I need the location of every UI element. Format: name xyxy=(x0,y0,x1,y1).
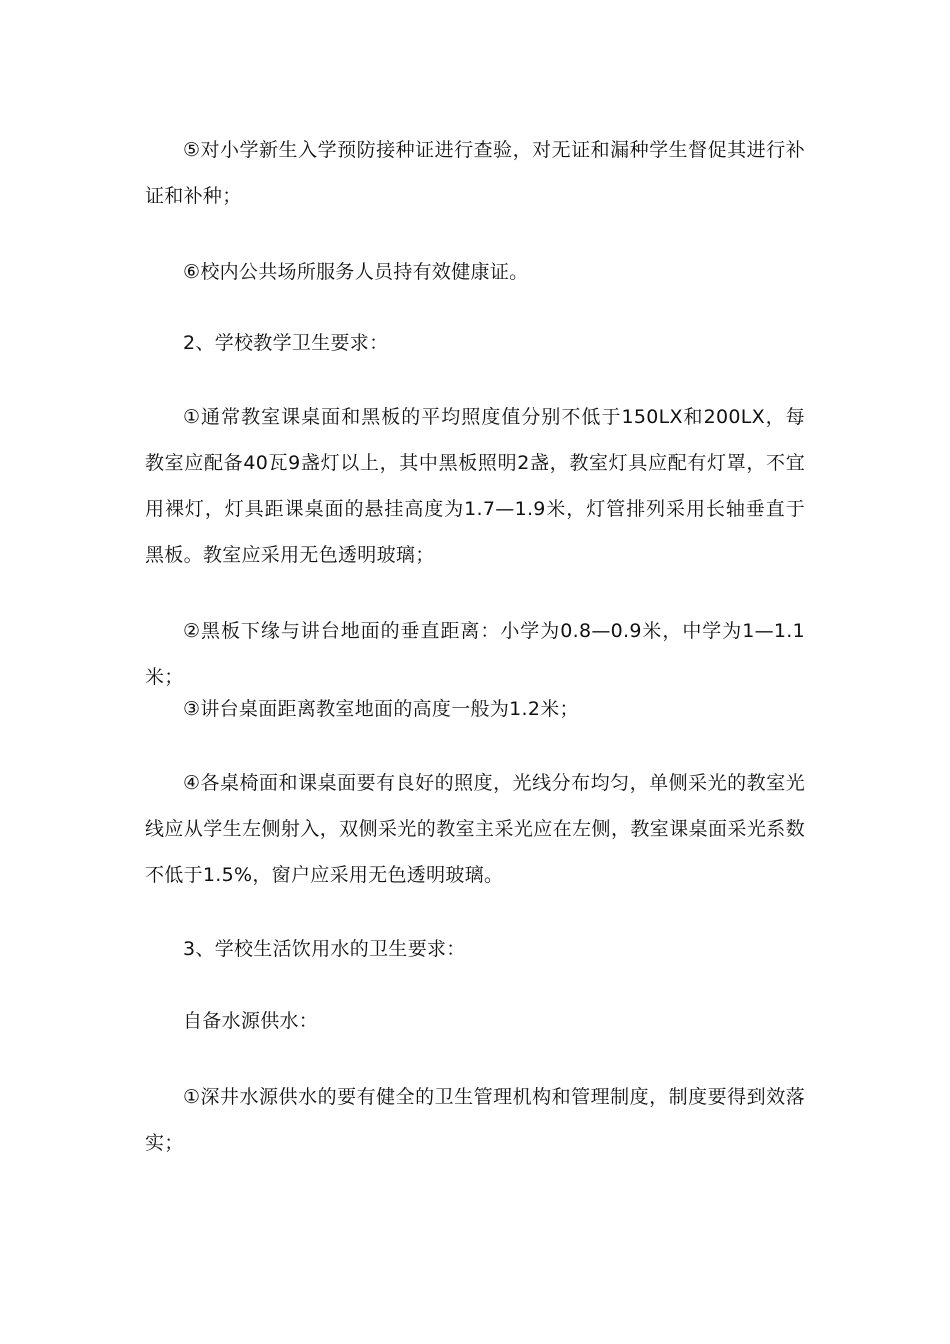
paragraph-deep-well-supply: ①深井水源供水的要有健全的卫生管理机构和管理制度，制度要得到效落实； xyxy=(145,1086,805,1154)
section-heading-teaching-hygiene: 2、学校教学卫生要求： xyxy=(183,332,389,354)
paragraph-podium-height: ③讲台桌面距离教室地面的高度一般为1.2米； xyxy=(183,698,579,720)
section-heading-drinking-water: 3、学校生活饮用水的卫生要求： xyxy=(183,938,466,960)
paragraph-blackboard-height: ②黑板下缘与讲台地面的垂直距离：小学为0.8—0.9米，中学为1—1.1米； xyxy=(145,620,805,688)
subheading-own-water-supply: 自备水源供水： xyxy=(183,1010,319,1032)
paragraph-health-certificate: ⑥校内公共场所服务人员持有效健康证。 xyxy=(183,261,529,283)
paragraph-classroom-lighting: ①通常教室课桌面和黑板的平均照度值分别不低于150LX和200LX，每教室应配备40瓦9盏灯以上，其中黑板照明2盏，教室灯具应配有灯罩，不宜用裸灯，灯具距课桌面的悬挂高度为1.7—1.9米，灯管排列采用长轴垂直于黑板。教室应采用无色透明玻璃； xyxy=(145,406,805,566)
paragraph-vaccination-check: ⑤对小学新生入学预防接种证进行查验，对无证和漏种学生督促其进行补证和补种； xyxy=(145,139,805,207)
paragraph-desk-illumination: ④各桌椅面和课桌面要有良好的照度，光线分布均匀，单侧采光的教室光线应从学生左侧射入，双侧采光的教室主采光应在左侧，教室课桌面采光系数不低于1.5%，窗户应采用无色透明玻璃。 xyxy=(145,772,805,886)
